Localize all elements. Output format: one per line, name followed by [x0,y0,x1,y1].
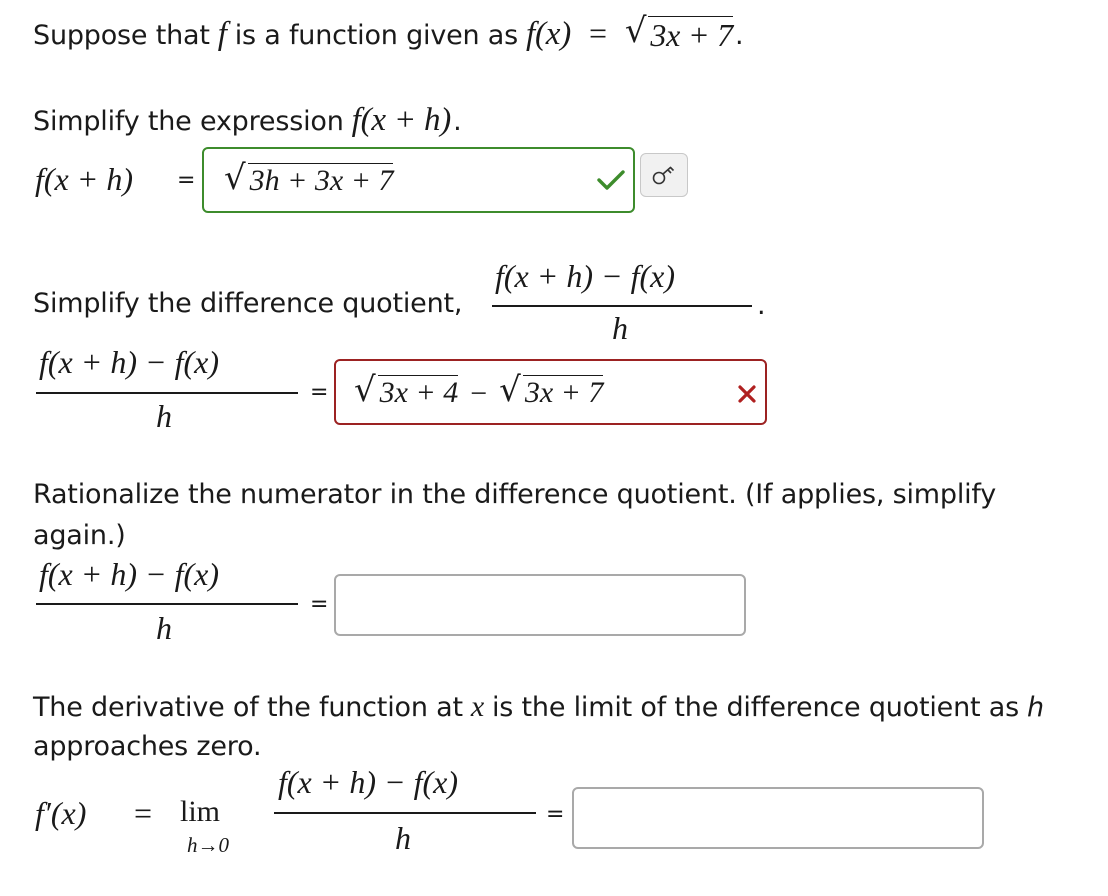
q3-label-num: f(x + h) − f(x) [39,556,219,592]
intro-equals: = [589,15,607,51]
intro-text-start: Suppose that [33,20,210,51]
sqrt-symbol: √ [499,370,521,410]
q4-prompt-a: The derivative of the function at [33,692,463,723]
q4-frac-bar [274,812,536,814]
sqrt-symbol: √ [624,11,647,51]
q2-label-bar [36,392,298,394]
q3-label-den: h [156,610,172,646]
q1-expr: f(x + h) [351,102,452,138]
sqrt-symbol: √ [224,158,246,198]
intro-period: . [734,20,744,51]
q2-label-den: h [156,398,172,434]
q4-prompt-line2: approaches zero. [33,731,262,762]
q4-lim: lim [180,795,221,828]
q2-fraction-bar [492,305,752,307]
q2-answer-expr [354,370,604,410]
q2-answer-input[interactable] [334,359,767,425]
q2-answer-radical-1 [354,370,459,410]
intro-radical [624,11,733,53]
q4-lim-sub: h→0 [187,833,229,857]
answer-key-button[interactable] [640,153,688,197]
q4-var-h: h [1026,692,1044,723]
intro-f: f [217,16,227,52]
intro-rhs-radicand: 3x + 7 [650,17,733,53]
q4-var-x: x [470,690,484,723]
q2-label-num: f(x + h) − f(x) [39,344,219,380]
q2-fraction-num: f(x + h) − f(x) [495,258,675,294]
q3-prompt-line2: again.) [33,520,126,551]
q1-answer-value: 3h + 3x + 7 [249,164,394,197]
q2-answer-rad2: 3x + 7 [524,376,604,409]
q3-answer-input[interactable] [334,574,746,636]
q1-prompt-line [33,104,461,137]
x-icon [737,384,757,404]
q4-equals-math: = [134,795,153,831]
q1-answer-input[interactable] [202,147,635,213]
q4-frac-num: f(x + h) − f(x) [278,764,458,800]
q2-period: . [757,290,766,321]
q4-lhs: f′(x) [35,795,87,831]
q2-prompt: Simplify the difference quotient, [33,288,463,319]
q1-answer-radical [224,158,394,198]
q1-period: . [453,106,462,137]
q2-fraction-den: h [612,310,628,346]
q4-prompt-b: is the limit of the difference quotient as [491,692,1019,723]
q2-answer-rad1: 3x + 4 [379,376,459,409]
q2-answer-minus: − [470,377,488,410]
q4-frac-den: h [395,820,411,856]
sqrt-symbol: √ [354,370,376,410]
q4-prompt-line1 [33,692,1044,722]
q2-answer-radical-2 [499,370,604,410]
key-icon [651,164,677,186]
check-icon [597,169,625,191]
q4-answer-input[interactable] [572,787,984,849]
q1-label: f(x + h) [35,161,133,197]
intro-text-mid: is a function given as [234,20,519,51]
q3-equals: = [310,592,329,617]
q1-prompt: Simplify the expression [33,106,344,137]
q3-label-bar [36,603,298,605]
intro-lhs: f(x) [526,16,572,52]
q1-equals: = [177,168,196,193]
q4-equals: = [546,802,565,827]
q2-equals: = [310,380,329,405]
q3-prompt-line1: Rationalize the numerator in the difference quotient. (If applies, simplify [33,479,997,510]
intro-line [33,11,744,53]
